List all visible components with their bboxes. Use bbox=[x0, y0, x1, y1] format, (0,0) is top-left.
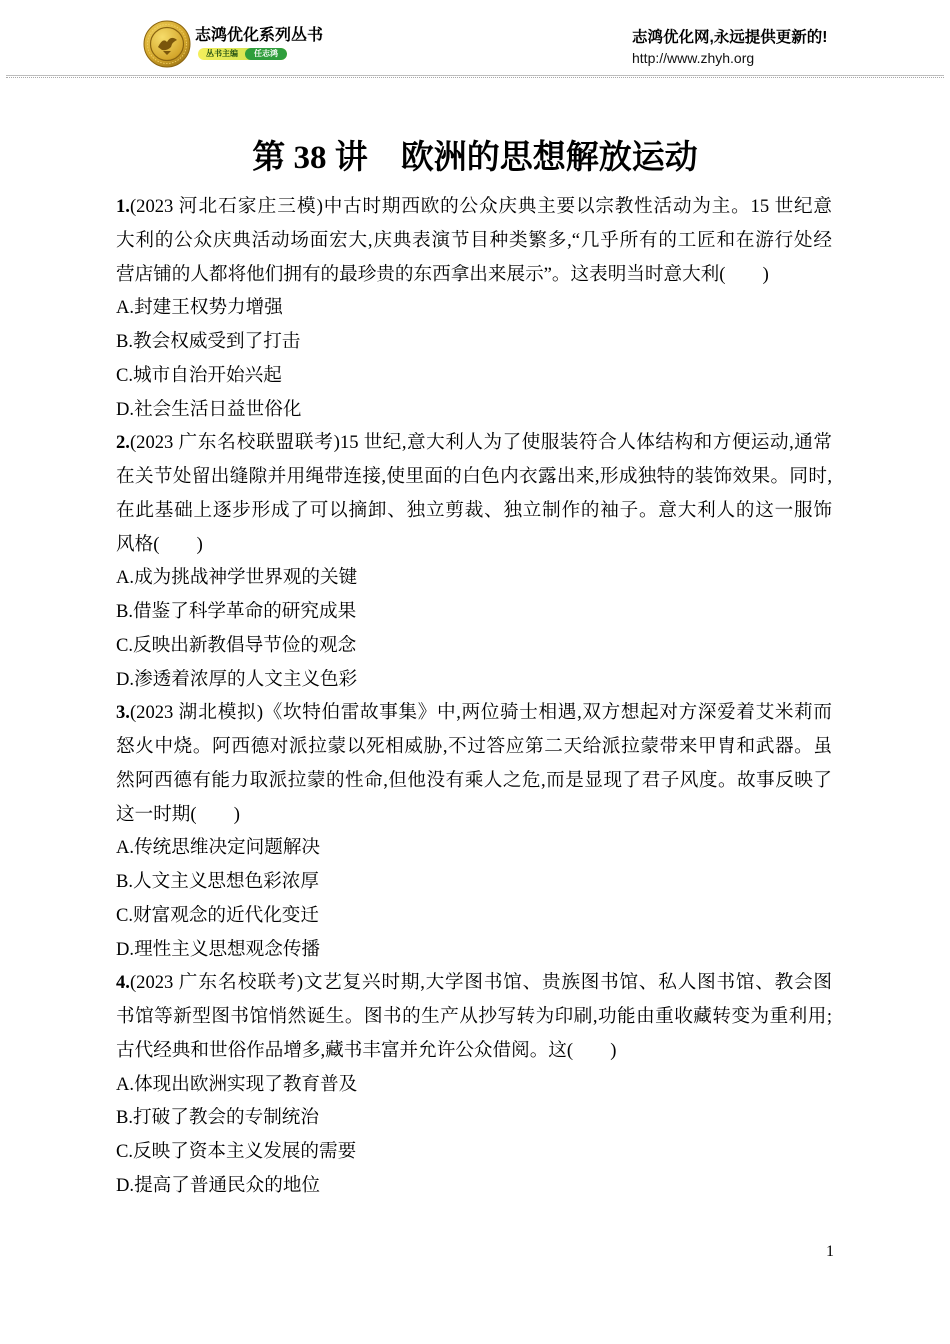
source-close: ) bbox=[333, 432, 340, 454]
question-number: 1. bbox=[116, 196, 130, 217]
question-2-stem-line-3: 在此基础上逐步形成了可以摘卸、独立剪裁、独立制作的袖子。意大利人的这一服饰 bbox=[116, 499, 832, 521]
question-1-option-d: D.社会生活日益世俗化 bbox=[116, 398, 302, 420]
source-close: ) bbox=[256, 702, 264, 724]
question-3-stem-line-2: 怒火中烧。阿西德对派拉蒙以死相威胁,不过答应第二天给派拉蒙带来甲胄和武器。虽 bbox=[116, 736, 832, 757]
stem-text: 文艺复兴时期,大学图书馆、贵族图书馆、私人图书馆、教会图 bbox=[303, 972, 832, 994]
source-open: (2023 bbox=[129, 196, 179, 217]
question-3-option-c: C.财富观念的近代化变迁 bbox=[116, 904, 319, 926]
question-list bbox=[116, 190, 832, 1203]
site-url: http://www.zhyh.org bbox=[632, 50, 755, 66]
question-source: 广东名校联盟联考 bbox=[178, 432, 334, 454]
question-source: 河北石家庄三模 bbox=[178, 196, 317, 217]
question-3-stem-line-4: 这一时期( ) bbox=[116, 803, 240, 825]
question-1-stem-line-3: 营店铺的人都将他们拥有的最珍贵的东西拿出来展示”。这表明当时意大利( ) bbox=[116, 263, 769, 285]
question-4-option-d: D.提高了普通民众的地位 bbox=[116, 1174, 321, 1196]
question-4-option-b: B.打破了教会的专制统治 bbox=[116, 1107, 319, 1129]
question-3-stem-line-3: 然阿西德有能力取派拉蒙的性命,但他没有乘人之危,而是显现了君子风度。故事反映了 bbox=[116, 769, 832, 791]
question-1-stem-line-1 bbox=[116, 190, 832, 224]
stem-text: 《坎特伯雷故事集》中,两位骑士相遇,双方想起对方深爱着艾米莉而 bbox=[263, 702, 832, 724]
page-number: 1 bbox=[826, 1243, 834, 1260]
stem-text: 15 世纪,意大利人为了使服装符合人体结构和方便运动,通常 bbox=[339, 432, 832, 454]
question-2-stem-line-1 bbox=[116, 426, 832, 460]
source-close: ) bbox=[316, 196, 323, 217]
question-4-option-c: C.反映了资本主义发展的需要 bbox=[116, 1141, 357, 1162]
question-1-option-b: B.教会权威受到了打击 bbox=[116, 331, 301, 352]
question-4-stem-line-3: 古代经典和世俗作品增多,藏书丰富并允许公众借阅。这( ) bbox=[116, 1039, 617, 1061]
question-number: 4. bbox=[116, 972, 130, 994]
question-2-option-d: D.渗透着浓厚的人文主义色彩 bbox=[116, 668, 358, 690]
header-divider bbox=[6, 75, 944, 78]
question-4-stem-line-1 bbox=[116, 966, 832, 1000]
question-2-option-c: C.反映出新教倡导节俭的观念 bbox=[116, 634, 357, 656]
question-3-option-d: D.理性主义思想观念传播 bbox=[116, 938, 321, 960]
source-open: (2023 bbox=[129, 432, 179, 454]
question-number: 2. bbox=[116, 432, 130, 454]
question-2-stem-line-4: 风格( ) bbox=[116, 533, 203, 555]
source-open: (2023 bbox=[129, 972, 179, 994]
editor-name: 任志鸿 bbox=[245, 48, 287, 60]
question-2-option-a: A.成为挑战神学世界观的关键 bbox=[116, 567, 358, 589]
question-4-option-a: A.体现出欧洲实现了教育普及 bbox=[116, 1073, 358, 1095]
lesson-title: 第 38 讲 欧洲的思想解放运动 bbox=[252, 140, 698, 176]
question-3-stem-line-1 bbox=[116, 696, 832, 730]
source-open: (2023 bbox=[129, 702, 179, 724]
question-4-stem-line-2: 书馆等新型图书馆悄然诞生。图书的生产从抄写转为印刷,功能由重收藏转变为重利用; bbox=[116, 1006, 832, 1027]
editor-label: 丛书主编 bbox=[206, 49, 238, 58]
question-source: 湖北模拟 bbox=[178, 702, 257, 724]
question-2-option-b: B.借鉴了科学革命的研究成果 bbox=[116, 601, 357, 622]
question-1-stem-line-2: 大利的公众庆典活动场面宏大,庆典表演节目种类繁多,“几乎所有的工匠和在游行处经 bbox=[116, 229, 832, 251]
seal-emblem-icon bbox=[143, 20, 191, 68]
question-1-option-c: C.城市自治开始兴起 bbox=[116, 364, 282, 386]
editor-badge bbox=[198, 48, 287, 60]
question-1-option-a: A.封建王权势力增强 bbox=[116, 297, 283, 319]
series-title: 志鸿优化系列丛书 bbox=[195, 27, 324, 44]
site-slogan: 志鸿优化网,永远提供更新的! bbox=[632, 29, 828, 46]
question-2-stem-line-2: 在关节处留出缝隙并用绳带连接,使里面的白色内衣露出来,形成独特的装饰效果。同时, bbox=[116, 466, 832, 487]
logo-svg bbox=[143, 20, 191, 68]
question-3-option-a: A.传统思维决定问题解决 bbox=[116, 837, 321, 859]
source-close: ) bbox=[296, 972, 304, 994]
stem-text: 中古时期西欧的公众庆典主要以宗教性活动为主。15 世纪意 bbox=[322, 196, 833, 217]
question-number: 3. bbox=[116, 702, 130, 724]
question-source: 广东名校联考 bbox=[178, 972, 297, 994]
question-3-option-b: B.人文主义思想色彩浓厚 bbox=[116, 871, 319, 892]
